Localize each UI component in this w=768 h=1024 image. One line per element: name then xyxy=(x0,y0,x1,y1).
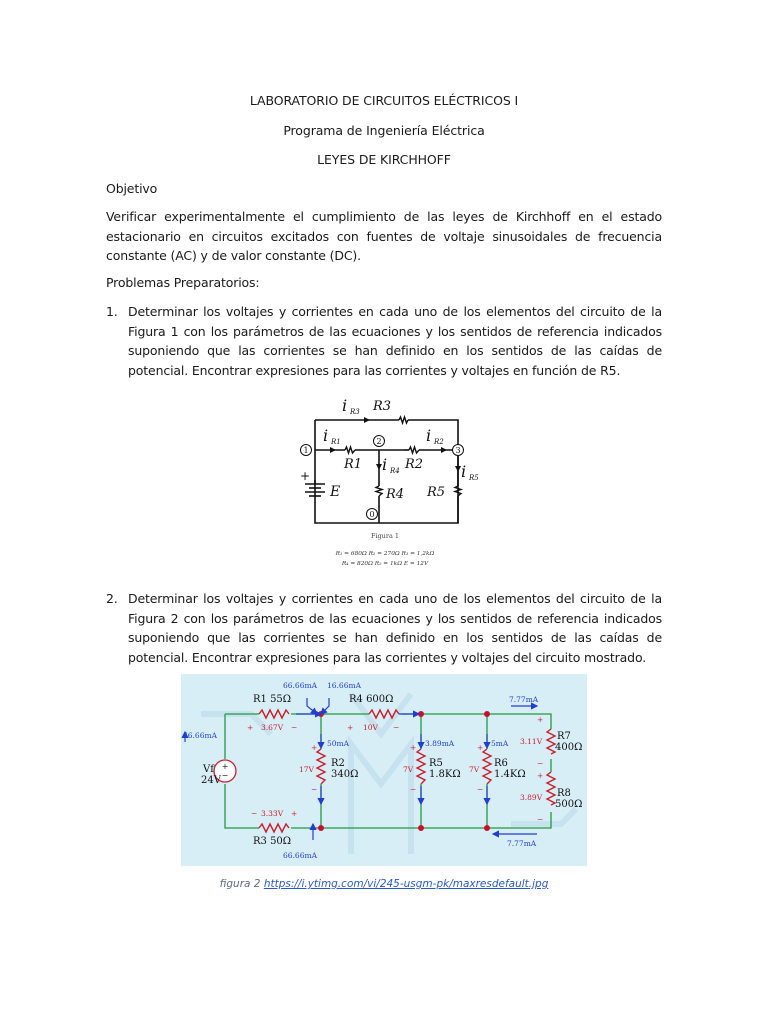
vf-label: Vf xyxy=(203,764,214,775)
problem-text: Determinar los voltajes y corrientes en cada uno de los elementos del circuito de la Figura 1 con los parámetros de las ecuaciones y los sentidos de referencia indicados suponiendo que las corrientes se han definido en los sentidos de las caídas de potencial. Encontrar expresiones para las corrientes y voltajes en función de R5. xyxy=(128,304,662,378)
caption-prefix: figura 2 xyxy=(219,878,264,890)
r8-value: 500Ω xyxy=(555,799,583,810)
title-line-2: Programa de Ingeniería Eléctrica xyxy=(283,123,485,138)
title-line-3: LEYES DE KIRCHHOFF xyxy=(317,152,451,167)
r7-value: 400Ω xyxy=(555,742,583,753)
v-r2-plus: + xyxy=(311,743,318,752)
caption-link[interactable]: https://i.ytimg.com/vi/245-usgm-pk/maxresdefault.jpg xyxy=(263,878,549,890)
node-0-label: 0 xyxy=(369,510,375,519)
v-r3-minus: − xyxy=(251,809,258,818)
v-r4-label: 10V xyxy=(363,723,378,732)
r3-label: R3 xyxy=(373,399,392,414)
vf-plus: + xyxy=(221,762,229,771)
ir5-subscript: R5 xyxy=(469,474,479,482)
v-r2-label: 17V xyxy=(299,765,314,774)
r1-label: R1 55Ω xyxy=(253,694,292,705)
v-r8-plus: + xyxy=(537,771,544,780)
v-r7-minus: − xyxy=(537,759,544,768)
problem-number: 1. xyxy=(106,304,118,319)
ir3-subscript: R3 xyxy=(350,408,360,416)
i-r7-label: 7.77mA xyxy=(509,695,539,704)
r6-name: R6 xyxy=(494,758,508,769)
r2-value: 340Ω xyxy=(331,769,359,780)
r1-label: R1 xyxy=(344,457,363,472)
i-top-left-label: 66.66mA xyxy=(283,681,317,690)
title-line-1: LABORATORIO DE CIRCUITOS ELÉCTRICOS I xyxy=(249,93,519,108)
i-left-label: 66.66mA xyxy=(183,731,217,740)
r5-value: 1.8KΩ xyxy=(429,769,461,780)
v-r7-label: 3.11V xyxy=(520,737,543,746)
v-r3-label: 3.33V xyxy=(261,809,284,818)
objective-text: Verificar experimentalmente el cumplimiento de las leyes de Kirchhoff en el estado estacionario en circuitos excitados con fuentes de voltaje sinusoidales de frecuencia constante (AC) y de valor constante (DC). xyxy=(106,209,662,263)
i-bottom-label: 66.66mA xyxy=(283,851,317,860)
r4-label: R4 600Ω xyxy=(349,694,394,705)
r5-name: R5 xyxy=(429,758,443,769)
ir1-label: i xyxy=(323,426,329,445)
i-r5-label: 3.89mA xyxy=(425,739,455,748)
i-r6-label: 5mA xyxy=(491,739,509,748)
ir1-subscript: R1 xyxy=(331,438,341,446)
v-r3-plus: + xyxy=(291,809,298,818)
figure-2-circuit xyxy=(181,674,587,866)
node-3-label: 3 xyxy=(455,446,461,455)
r6-value: 1.4KΩ xyxy=(494,769,526,780)
r3-label: R3 50Ω xyxy=(253,836,292,847)
battery-plus: + xyxy=(300,469,311,483)
v-r8-minus: − xyxy=(537,815,544,824)
v-r7-plus: + xyxy=(537,715,544,724)
i-r2-label: 50mA xyxy=(327,739,350,748)
v-r5-plus: + xyxy=(410,743,417,752)
v-r5-label: 7V xyxy=(403,765,414,774)
v-r1-plus: + xyxy=(247,723,254,732)
v-r1-label: 3.67V xyxy=(261,723,284,732)
node-1-label: 1 xyxy=(303,446,309,455)
r5-label: R5 xyxy=(427,485,446,500)
ir2-label: i xyxy=(426,426,432,445)
r8-name: R8 xyxy=(557,788,571,799)
v-r5-minus: − xyxy=(410,785,417,794)
v-r1-minus: − xyxy=(291,723,298,732)
r7-name: R7 xyxy=(557,731,571,742)
ir3-label: i xyxy=(342,396,348,415)
ir2-subscript: R2 xyxy=(434,438,444,446)
v-r6-label: 7V xyxy=(469,765,480,774)
figure-1-params-2: R₄ = 820Ω R₅ = 1kΩ E = 12V xyxy=(341,561,429,567)
ir5-label: i xyxy=(461,462,467,481)
vf-minus: − xyxy=(221,771,229,780)
problem-text: Determinar los voltajes y corrientes en cada uno de los elementos del circuito de la Figura 2 con los parámetros de las ecuaciones y los sentidos de referencia indicados suponiendo que las corrientes se han definido en los sentidos de las caídas de potencial. Encontrar expresiones para las corrientes y voltajes del circuito mostrado. xyxy=(128,591,662,665)
v-r6-minus: − xyxy=(477,785,484,794)
e-label: E xyxy=(330,484,341,500)
i-top-mid-label: 16.66mA xyxy=(327,681,361,690)
figure-2-caption xyxy=(0,878,768,890)
figure-1-params-1: R₁ = 680Ω R₂ = 270Ω R₃ = 1,2kΩ xyxy=(335,551,435,557)
objective-heading: Objetivo xyxy=(106,181,158,196)
node-2-label: 2 xyxy=(376,437,382,446)
problem-number: 2. xyxy=(106,591,118,606)
v-r6-plus: + xyxy=(477,743,484,752)
v-r2-minus: − xyxy=(311,785,318,794)
figure-1-circuit xyxy=(290,388,480,573)
r2-label: R2 xyxy=(405,457,424,472)
i-r8-label: 7.77mA xyxy=(507,839,537,848)
ir4-subscript: R4 xyxy=(390,467,400,475)
v-r4-plus: + xyxy=(347,723,354,732)
v-r4-minus: − xyxy=(393,723,400,732)
problems-heading: Problemas Preparatorios: xyxy=(106,275,260,290)
v-r8-label: 3.89V xyxy=(520,793,543,802)
r2-name: R2 xyxy=(331,758,345,769)
r4-label: R4 xyxy=(386,487,405,502)
ir4-label: i xyxy=(382,455,388,474)
vf-value: 24V xyxy=(201,775,221,786)
figure-1-caption: Figura 1 xyxy=(370,532,400,540)
